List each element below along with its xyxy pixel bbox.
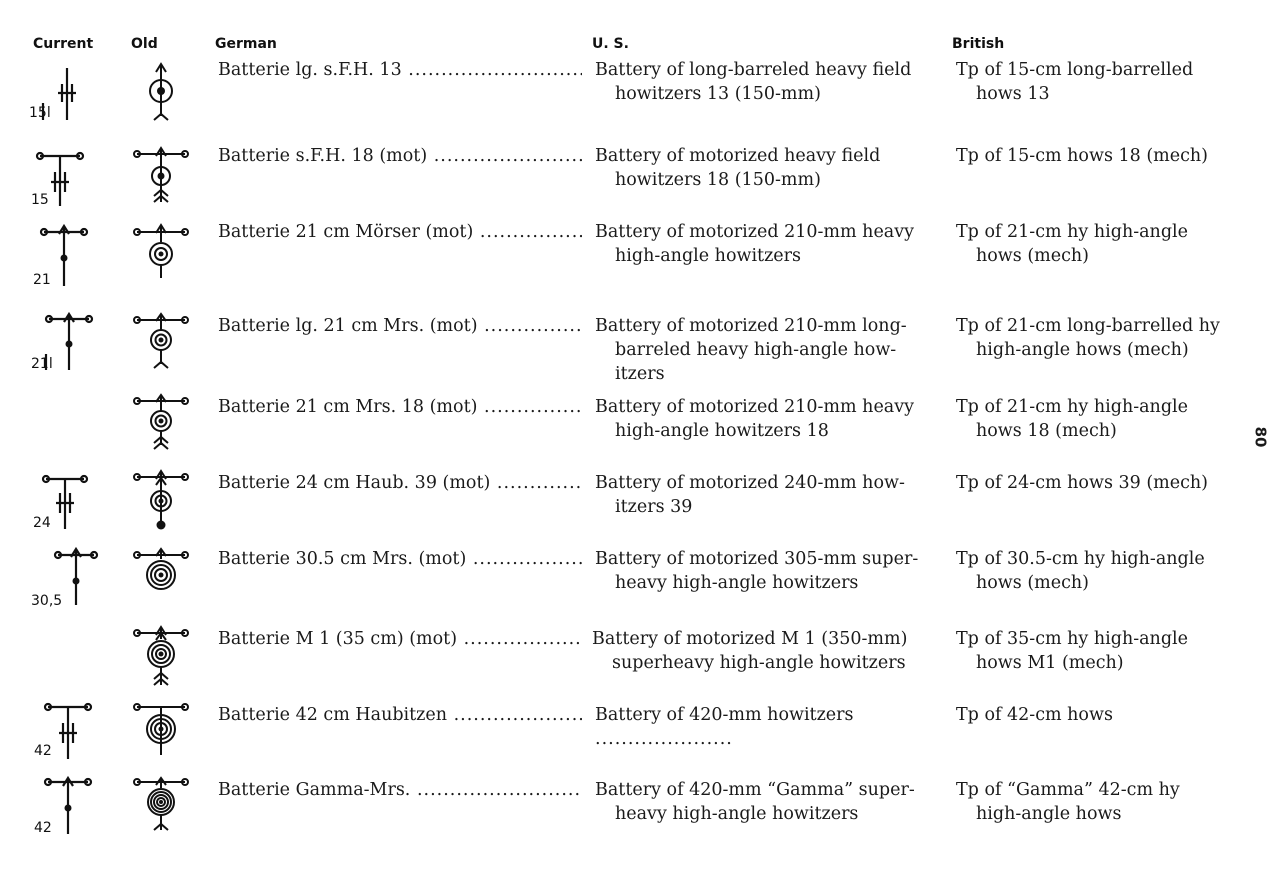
br-line-2: hows 18 (mech) <box>976 421 1117 441</box>
br-line-1: Tp of 35-cm hy high-angle <box>956 629 1188 649</box>
us-line-2: howitzers 13 (150-mm) <box>615 84 821 104</box>
old-symbol-icon <box>125 58 195 138</box>
german-designation: Batterie lg. 21 cm Mrs. (mot) ..... <box>218 314 582 338</box>
british-designation <box>956 627 1246 675</box>
header-british: British <box>952 36 1005 52</box>
old-symbol-icon <box>125 144 195 224</box>
old-symbol-icon <box>125 395 195 475</box>
br-line-2: hows M1 (mech) <box>976 653 1124 673</box>
us-designation <box>595 58 940 106</box>
german-designation: Batterie 21 cm Mörser (mot) ..... <box>218 220 582 244</box>
us-line-1: Battery of motorized 305-mm super- <box>595 549 919 569</box>
us-designation <box>595 703 940 751</box>
us-line-2: heavy high-angle howitzers <box>615 573 859 593</box>
us-line-2: heavy high-angle howitzers <box>615 804 859 824</box>
caliber-label: 21l <box>31 356 53 372</box>
us-line-2: barreled heavy high-angle how- <box>615 340 897 360</box>
caliber-label: 42 <box>34 820 52 836</box>
caliber-label: 30,5 <box>31 593 63 609</box>
us-designation <box>595 395 940 443</box>
br-line-1: Tp of 21-cm long-barrelled hy <box>956 316 1220 336</box>
us-designation <box>595 471 940 519</box>
us-designation <box>595 220 940 268</box>
header-us: U. S. <box>592 36 629 52</box>
us-line-1: Battery of motorized 210-mm long- <box>595 316 907 336</box>
us-designation <box>595 144 940 192</box>
british-designation <box>956 778 1246 826</box>
german-designation: Batterie lg. s.F.H. 13 ..... <box>218 58 582 82</box>
page-number: 80 <box>1251 426 1270 448</box>
br-line-1: Tp of 24-cm hows 39 (mech) <box>956 473 1208 493</box>
caliber-label: 15 <box>31 192 49 208</box>
us-designation <box>595 314 940 386</box>
us-line-2: itzers 39 <box>615 497 693 517</box>
caliber-label: 24 <box>33 515 51 531</box>
old-symbol-icon <box>125 220 195 300</box>
current-symbol-icon <box>28 220 98 300</box>
old-symbol-icon <box>125 314 195 394</box>
br-line-1: Tp of 42-cm hows <box>956 705 1113 725</box>
german-designation: Batterie 24 cm Haub. 39 (mot) ..... <box>218 471 582 495</box>
br-line-2: hows (mech) <box>976 573 1090 593</box>
header-old: Old <box>131 36 158 52</box>
current-symbol-icon <box>28 471 98 551</box>
current-symbol-icon <box>28 58 98 138</box>
british-designation <box>956 703 1246 727</box>
old-symbol-icon <box>125 547 195 627</box>
caliber-label: 21 <box>33 272 51 288</box>
us-line-1: Battery of 420-mm howitzers ..... <box>595 705 854 749</box>
us-line-2: high-angle howitzers 18 <box>615 421 829 441</box>
german-designation: Batterie 30.5 cm Mrs. (mot) ..... <box>218 547 582 571</box>
caliber-label: 42 <box>34 743 52 759</box>
us-line-1: Battery of long-barreled heavy field <box>595 60 912 80</box>
old-symbol-icon <box>125 627 195 707</box>
br-line-1: Tp of “Gamma” 42-cm hy <box>956 780 1180 800</box>
british-designation <box>956 314 1246 362</box>
us-line-2: high-angle howitzers <box>615 246 802 266</box>
us-line-3: itzers <box>615 364 665 384</box>
current-symbol-icon <box>28 144 98 224</box>
us-line-2: superheavy high-angle howitzers <box>612 653 906 673</box>
br-line-2: high-angle hows <box>976 804 1122 824</box>
german-designation: Batterie 21 cm Mrs. 18 (mot) ..... <box>218 395 582 419</box>
br-line-1: Tp of 15-cm hows 18 (mech) <box>956 146 1208 166</box>
header-current: Current <box>33 36 94 52</box>
old-symbol-icon <box>125 703 195 783</box>
br-line-1: Tp of 15-cm long-barrelled <box>956 60 1194 80</box>
british-designation <box>956 58 1246 106</box>
current-symbol-icon <box>28 547 98 627</box>
header-german: German <box>215 36 277 52</box>
current-symbol-icon <box>28 778 98 858</box>
german-designation: Batterie M 1 (35 cm) (mot) ..... <box>218 627 582 651</box>
british-designation <box>956 471 1246 495</box>
us-line-1: Battery of motorized 210-mm heavy <box>595 222 915 242</box>
old-symbol-icon <box>125 778 195 858</box>
british-designation <box>956 144 1246 168</box>
german-designation: Batterie Gamma-Mrs. ..... <box>218 778 582 802</box>
us-designation <box>595 778 940 826</box>
br-line-2: hows (mech) <box>976 246 1090 266</box>
british-designation <box>956 395 1246 443</box>
us-designation <box>592 627 937 675</box>
us-designation <box>595 547 940 595</box>
german-designation: Batterie s.F.H. 18 (mot) ..... <box>218 144 582 168</box>
br-line-1: Tp of 30.5-cm hy high-angle <box>956 549 1205 569</box>
us-line-1: Battery of motorized M 1 (350-mm) <box>592 629 908 649</box>
us-line-1: Battery of motorized 210-mm heavy <box>595 397 915 417</box>
br-line-2: high-angle hows (mech) <box>976 340 1189 360</box>
british-designation <box>956 547 1246 595</box>
br-line-1: Tp of 21-cm hy high-angle <box>956 222 1188 242</box>
old-symbol-icon <box>125 471 195 551</box>
british-designation <box>956 220 1246 268</box>
br-line-2: hows 13 <box>976 84 1050 104</box>
current-symbol-icon <box>28 314 98 394</box>
us-line-1: Battery of motorized heavy field <box>595 146 881 166</box>
br-line-1: Tp of 21-cm hy high-angle <box>956 397 1188 417</box>
us-line-1: Battery of 420-mm “Gamma” super- <box>595 780 915 800</box>
german-designation: Batterie 42 cm Haubitzen ..... <box>218 703 582 727</box>
caliber-label: 15l <box>29 105 51 121</box>
us-line-1: Battery of motorized 240-mm how- <box>595 473 905 493</box>
us-line-2: howitzers 18 (150-mm) <box>615 170 821 190</box>
